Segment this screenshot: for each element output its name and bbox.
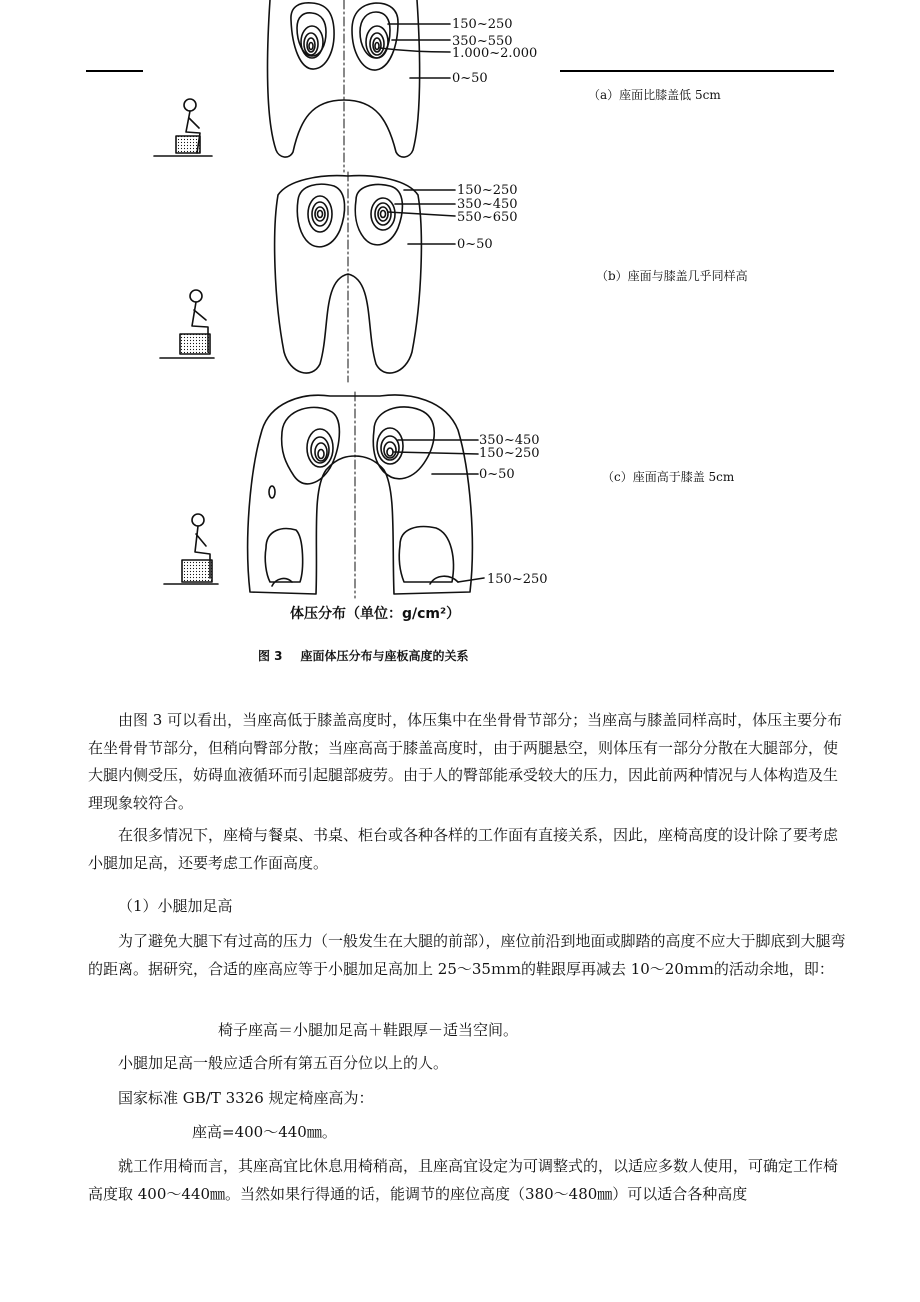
- body-text: [88, 707, 848, 877]
- paragraph-6: 就工作用椅而言，其座高宜比休息用椅稍高，且座高宜设定为可调整式的，以适应多数人使用，可确定工作椅高度取 400～440㎜。当然如果行得通的话，能调节的座位高度（380～480㎜）可以适合各种高度: [88, 1157, 839, 1203]
- paragraph-1: 由图 3 可以看出，当座高低于膝盖高度时，体压集中在坐骨骨节部分；当座高与膝盖同样高时，体压主要分布在坐骨骨节部分，但稍向臀部分散；当座高高于膝盖高度时，由于两腿悬空，则体压有一部分分散在大腿部分，使大腿内侧受压，妨碍血液循环而引起腿部疲劳。由于人的臀部能承受较大的压力，因此前两种情况与人体构造及生理现象较符合。: [88, 711, 843, 812]
- panel-c-diagram: [164, 392, 484, 598]
- formula-1: 椅子座高＝小腿加足高＋鞋跟厚－适当空间。: [218, 1021, 519, 1039]
- panel-a-label-4: 0~50: [452, 71, 488, 86]
- panel-a-caption: （a）座面比膝盖低 5cm: [588, 88, 721, 102]
- panel-a-label-3: 1.000~2.000: [452, 46, 538, 61]
- panel-b-diagram: [160, 172, 455, 382]
- figure-title: [258, 647, 469, 664]
- figure-title-text: 座面体压分布与座板高度的关系: [300, 649, 469, 663]
- section-heading-1: （1）小腿加足高: [118, 897, 233, 915]
- panel-c-label-1: 350~450: [479, 433, 540, 448]
- panel-b-label-3: 550~650: [457, 210, 518, 225]
- paragraph-4: 小腿加足高一般应适合所有第五百分位以上的人。: [118, 1054, 449, 1072]
- panel-a-diagram: [154, 0, 450, 172]
- formula-2: 座高=400～440㎜。: [192, 1123, 337, 1141]
- panel-c-label-3: 0~50: [479, 467, 515, 482]
- paragraph-5: 国家标准 GB/T 3326 规定椅座高为：: [118, 1089, 374, 1107]
- panel-a-label-2: 350~550: [452, 34, 513, 49]
- panel-b-label-1: 150~250: [457, 183, 518, 198]
- panel-a-label-1: 150~250: [452, 17, 513, 32]
- paragraph-3: 为了避免大腿下有过高的压力（一般发生在大腿的前部），座位前沿到地面或脚踏的高度不应大于脚底到大腿弯的距离。据研究，合适的座高应等于小腿加足高加上 25～35ｍｍ的鞋跟厚再减去 10～20ｍｍ的活动余地，即：: [88, 932, 846, 978]
- paragraph-2: 在很多情况下，座椅与餐桌、书桌、柜台或各种各样的工作面有直接关系，因此，座椅高度的设计除了要考虑小腿加足高，还要考虑工作面高度。: [88, 826, 839, 872]
- panel-b-caption: （b）座面与膝盖几乎同样高: [596, 269, 748, 283]
- panel-b-label-4: 0~50: [457, 237, 493, 252]
- body-text-2: [88, 928, 848, 983]
- pressure-unit-label: 体压分布（单位：g/cm²）: [290, 606, 461, 622]
- panel-c-label-4: 150~250: [487, 572, 548, 587]
- panel-b-label-2: 350~450: [457, 197, 518, 212]
- panel-c-caption: （c）座面高于膝盖 5cm: [602, 470, 735, 484]
- figure-number: 图 3: [258, 649, 283, 663]
- body-text-3: [88, 1153, 848, 1208]
- pressure-figure: [0, 0, 920, 640]
- panel-c-label-2: 150~250: [479, 446, 540, 461]
